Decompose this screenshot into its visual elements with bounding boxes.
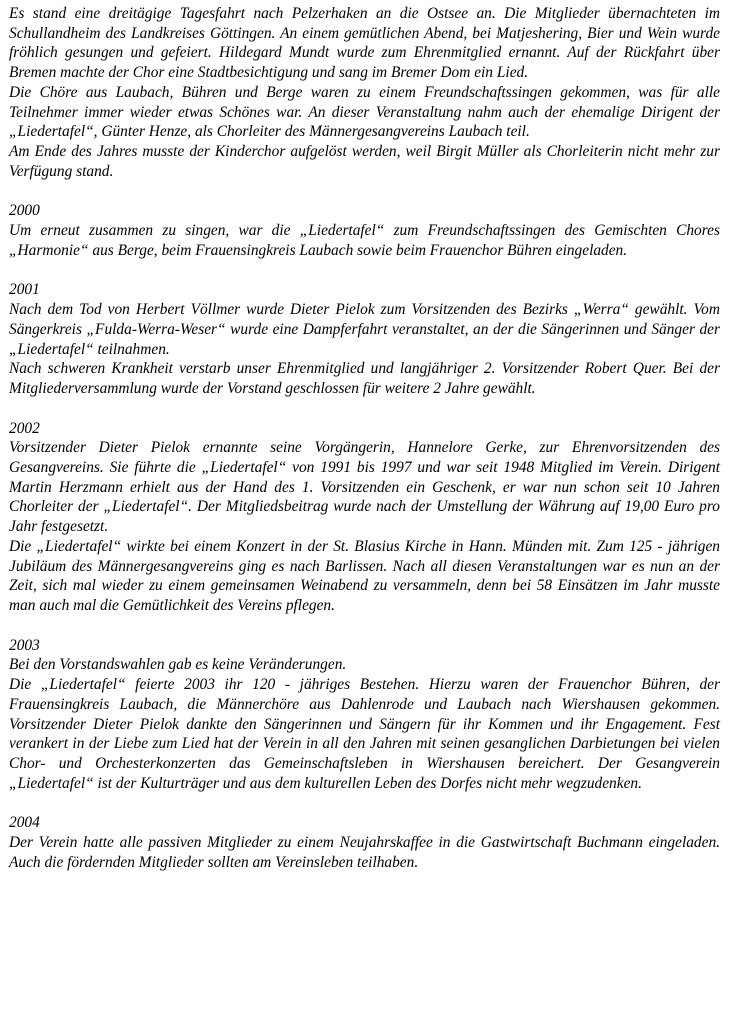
year-heading: 2003 bbox=[9, 636, 40, 654]
year-heading: 2000 bbox=[9, 202, 40, 220]
intro-paragraph: Es stand eine dreitägige Tagesfahrt nach Pelzerhaken an die Ostsee an. Die Mitglieder übernachteten im Schullandheim des Landkreises Göttingen. An einem gemütlichen Abend, bei Matjeshering, Bier und Wein wurde fröhlich gesungen und gefeiert. Hildegard Mundt wurde zum Ehrenmitglied ernannt. Auf der Rückfahrt über Bremen machte der Chor eine Stadtbesichtigung und sang im Bremer Dom ein Lied. bbox=[9, 5, 720, 82]
section-2001 bbox=[9, 280, 720, 398]
year-heading: 2004 bbox=[9, 814, 40, 832]
intro-paragraph: Die Chöre aus Laubach, Bühren und Berge waren zu einem Freundschaftssingen gekommen, was für alle Teilnehmer immer wieder etwas Schönes war. An dieser Veranstaltung nahm auch der ehemalige Dirigent der „Liedertafel“, Günter Henze, als Chorleiter des Männergesangvereins Laubach teil. bbox=[9, 83, 720, 141]
section-paragraph: Der Verein hatte alle passiven Mitglieder zu einem Neujahrskaffee in die Gastwirtschaft Buchmann eingeladen. Auch die fördernden Mitglieder sollten am Vereinsleben teilhaben. bbox=[9, 834, 720, 871]
year-heading: 2001 bbox=[9, 281, 40, 299]
section-2003 bbox=[9, 636, 720, 794]
intro-paragraph: Am Ende des Jahres musste der Kinderchor aufgelöst werden, weil Birgit Müller als Chorleiterin nicht mehr zur Verfügung stand. bbox=[9, 142, 720, 180]
intro-section bbox=[9, 4, 720, 181]
section-paragraph: Die „Liedertafel“ feierte 2003 ihr 120 - jähriges Bestehen. Hierzu waren der Frauenchor Bühren, der Frauensingkreis Laubach, die Männerchöre aus Dahlenrode und Laubach nach Wiershausen gekommen. Vorsitzender Dieter Pielok dankte den Sängerinnen und Sängern für ihr Kommen und ihr Engagement. Fest verankert in der Liebe zum Lied hat der Verein in all den Jahren mit seinen gesanglichen Darbietungen bei vielen Chor- und Orchesterkonzerten das Gemeinschaftsleben in Wiershausen bereichert. Der Gesangverein „Liedertafel“ ist der Kulturträger und aus dem kulturellen Leben des Dorfes nicht mehr wegzudenken. bbox=[9, 676, 720, 792]
section-paragraph: Vorsitzender Dieter Pielok ernannte seine Vorgängerin, Hannelore Gerke, zur Ehrenvorsitzenden des Gesangvereins. Sie führte die „Liedertafel“ von 1991 bis 1997 und war seit 1948 Mitglied im Verein. Dirigent Martin Herzmann erhielt aus der Hand des 1. Vorsitzenden ein Geschenk, er war nun schon seit 10 Jahren Chorleiter der „Liedertafel“. Der Mitgliedsbeitrag wurde nach der Umstellung der Währung auf 19,00 Euro pro Jahr festgesetzt. bbox=[9, 439, 720, 536]
section-2004 bbox=[9, 813, 720, 872]
year-heading: 2002 bbox=[9, 419, 40, 437]
section-paragraph: Die „Liedertafel“ wirkte bei einem Konzert in der St. Blasius Kirche in Hann. Münden mit. Zum 125 - jährigen Jubiläum des Männergesangvereins ging es nach Barlissen. Nach all diesen Veranstaltungen war es nun an der Zeit, sich mal wieder zu einem gemeinsamen Weinabend zu versammeln, denn bei 58 Einsätzen im Jahr musste man auch mal die Gemütlichkeit des Vereins pflegen. bbox=[9, 537, 720, 614]
section-paragraph: Nach schweren Krankheit verstarb unser Ehrenmitglied und langjähriger 2. Vorsitzender Robert Quer. Bei der Mitgliederversammlung wurde der Vorstand geschlossen für weitere 2 Jahre gewählt. bbox=[9, 360, 720, 397]
section-2000 bbox=[9, 201, 720, 260]
section-paragraph: Nach dem Tod von Herbert Völlmer wurde Dieter Pielok zum Vorsitzenden des Bezirks „Werra“ gewählt. Vom Sängerkreis „Fulda-Werra-Weser“ wurde eine Dampferfahrt veranstaltet, an der die Sängerinnen und Sänger der „Liedertafel“ teilnahmen. bbox=[9, 301, 720, 358]
section-paragraph: Um erneut zusammen zu singen, war die „Liedertafel“ zum Freundschaftssingen des Gemischten Chores „Harmonie“ aus Berge, beim Frauensingkreis Laubach sowie beim Frauenchor Bühren eingeladen. bbox=[9, 222, 720, 259]
section-2002 bbox=[9, 419, 720, 616]
section-paragraph: Bei den Vorstandswahlen gab es keine Veränderungen. bbox=[9, 656, 347, 674]
